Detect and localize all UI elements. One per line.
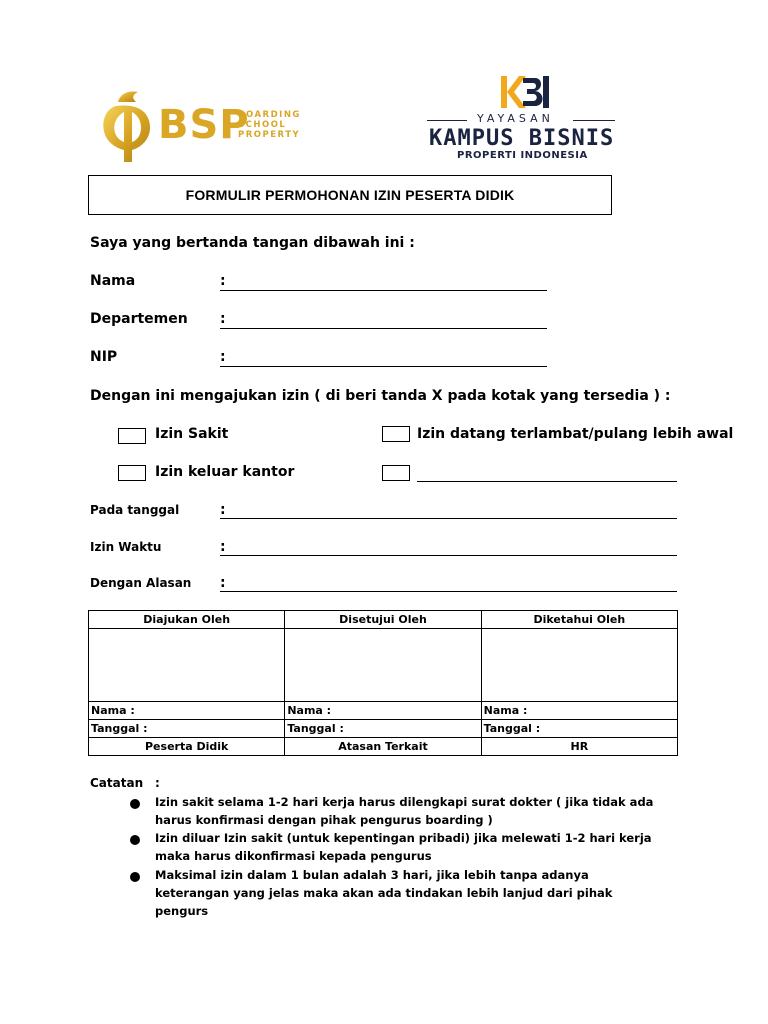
nama-cell-peserta[interactable]: Nama :: [89, 702, 285, 720]
signature-role-row: [89, 738, 678, 756]
kbi-yayasan-left-rule: [427, 120, 467, 121]
signature-table: [88, 610, 678, 756]
note-item-1: Izin sakit selama 1-2 hari kerja harus dilengkapi surat dokter ( jika tidak ada harus konfirmasi dengan pihak pengurus boarding ): [155, 795, 654, 827]
bsp-logo: [98, 88, 308, 168]
note-item-2: Izin diluar Izin sakit (untuk kepentingan pribadi) jika melewati 1-2 hari kerja maka harus dikonfirmasi kepada pengurus: [155, 831, 652, 863]
departemen-label: Departemen: [90, 311, 188, 327]
izin-sakit-label: Izin Sakit: [155, 426, 229, 442]
signature-space-row: [89, 629, 678, 702]
tanggal-cell-peserta[interactable]: Tanggal :: [89, 720, 285, 738]
izin-datang-checkbox[interactable]: [382, 426, 410, 442]
dengan-alasan-label: Dengan Alasan: [90, 576, 192, 590]
bsp-logo-tagline: [238, 110, 301, 140]
izin-waktu-field[interactable]: [220, 555, 677, 556]
dengan-alasan-colon: :: [220, 575, 226, 591]
bsp-tagline-boarding: BOARDING: [238, 110, 301, 120]
nama-field[interactable]: [220, 290, 547, 291]
pada-tanggal-label: Pada tanggal: [90, 503, 180, 517]
note-bullet-icon: [130, 799, 140, 809]
izin-lainnya-field[interactable]: [417, 481, 677, 482]
izin-sakit-checkbox[interactable]: [118, 428, 146, 444]
pada-tanggal-colon: :: [220, 502, 226, 518]
bsp-tagline-property: PROPERTY: [238, 130, 301, 140]
bsp-logo-mark-icon: [98, 88, 156, 166]
izin-waktu-label: Izin Waktu: [90, 540, 162, 554]
nip-colon: :: [220, 349, 226, 365]
catatan-colon: :: [155, 776, 160, 790]
signature-header-row: [89, 611, 678, 629]
nama-cell-hr[interactable]: Nama :: [481, 702, 677, 720]
note-bullet-icon: [130, 835, 140, 845]
form-title: FORMULIR PERMOHONAN IZIN PESERTA DIDIK: [185, 187, 515, 203]
kbi-yayasan-text: YAYASAN: [477, 112, 554, 125]
izin-waktu-colon: :: [220, 539, 226, 555]
pada-tanggal-field[interactable]: [220, 518, 677, 519]
izin-datang-label: Izin datang terlambat/pulang lebih awal: [417, 426, 734, 442]
signature-area-atasan[interactable]: [285, 629, 481, 702]
role-atasan-terkait: Atasan Terkait: [285, 738, 481, 756]
header-disetujui-oleh: Disetujui Oleh: [285, 611, 481, 629]
izin-lainnya-checkbox[interactable]: [382, 465, 410, 481]
kbi-logo: [425, 72, 625, 164]
signature-tanggal-row: [89, 720, 678, 738]
tanggal-cell-atasan[interactable]: Tanggal :: [285, 720, 481, 738]
request-text: Dengan ini mengajukan izin ( di beri tanda X pada kotak yang tersedia ) :: [90, 388, 671, 404]
nip-label: NIP: [90, 349, 118, 365]
intro-text: Saya yang bertanda tangan dibawah ini :: [90, 235, 415, 251]
nama-cell-atasan[interactable]: Nama :: [285, 702, 481, 720]
kbi-yayasan-right-rule: [573, 120, 615, 121]
signature-nama-row: [89, 702, 678, 720]
kbi-logo-mark-icon: [499, 72, 551, 112]
note-item-3: Maksimal izin dalam 1 bulan adalah 3 hari, jika lebih tanpa adanya keterangan yang jelas maka akan ada tindakan lebih lanjud dari pihak pengurs: [155, 868, 613, 918]
note-bullet-icon: [130, 872, 140, 882]
nip-field[interactable]: [220, 366, 547, 367]
dengan-alasan-field[interactable]: [220, 591, 677, 592]
role-hr: HR: [481, 738, 677, 756]
tanggal-cell-hr[interactable]: Tanggal :: [481, 720, 677, 738]
bsp-tagline-school: SCHOOL: [238, 120, 287, 130]
departemen-field[interactable]: [220, 328, 547, 329]
header-diajukan-oleh: Diajukan Oleh: [89, 611, 285, 629]
nama-colon: :: [220, 273, 226, 289]
signature-area-peserta[interactable]: [89, 629, 285, 702]
role-peserta-didik: Peserta Didik: [89, 738, 285, 756]
bsp-logo-text: BSP: [158, 102, 250, 148]
kbi-name-text: KAMPUS BISNIS: [429, 126, 615, 151]
nama-label: Nama: [90, 273, 136, 289]
form-title-box: [88, 175, 612, 215]
kbi-sub-text: PROPERTI INDONESIA: [457, 150, 588, 161]
header-diketahui-oleh: Diketahui Oleh: [481, 611, 677, 629]
catatan-label: Catatan: [90, 776, 144, 790]
departemen-colon: :: [220, 311, 226, 327]
izin-keluar-checkbox[interactable]: [118, 465, 146, 481]
signature-area-hr[interactable]: [481, 629, 677, 702]
izin-keluar-label: Izin keluar kantor: [155, 464, 295, 480]
